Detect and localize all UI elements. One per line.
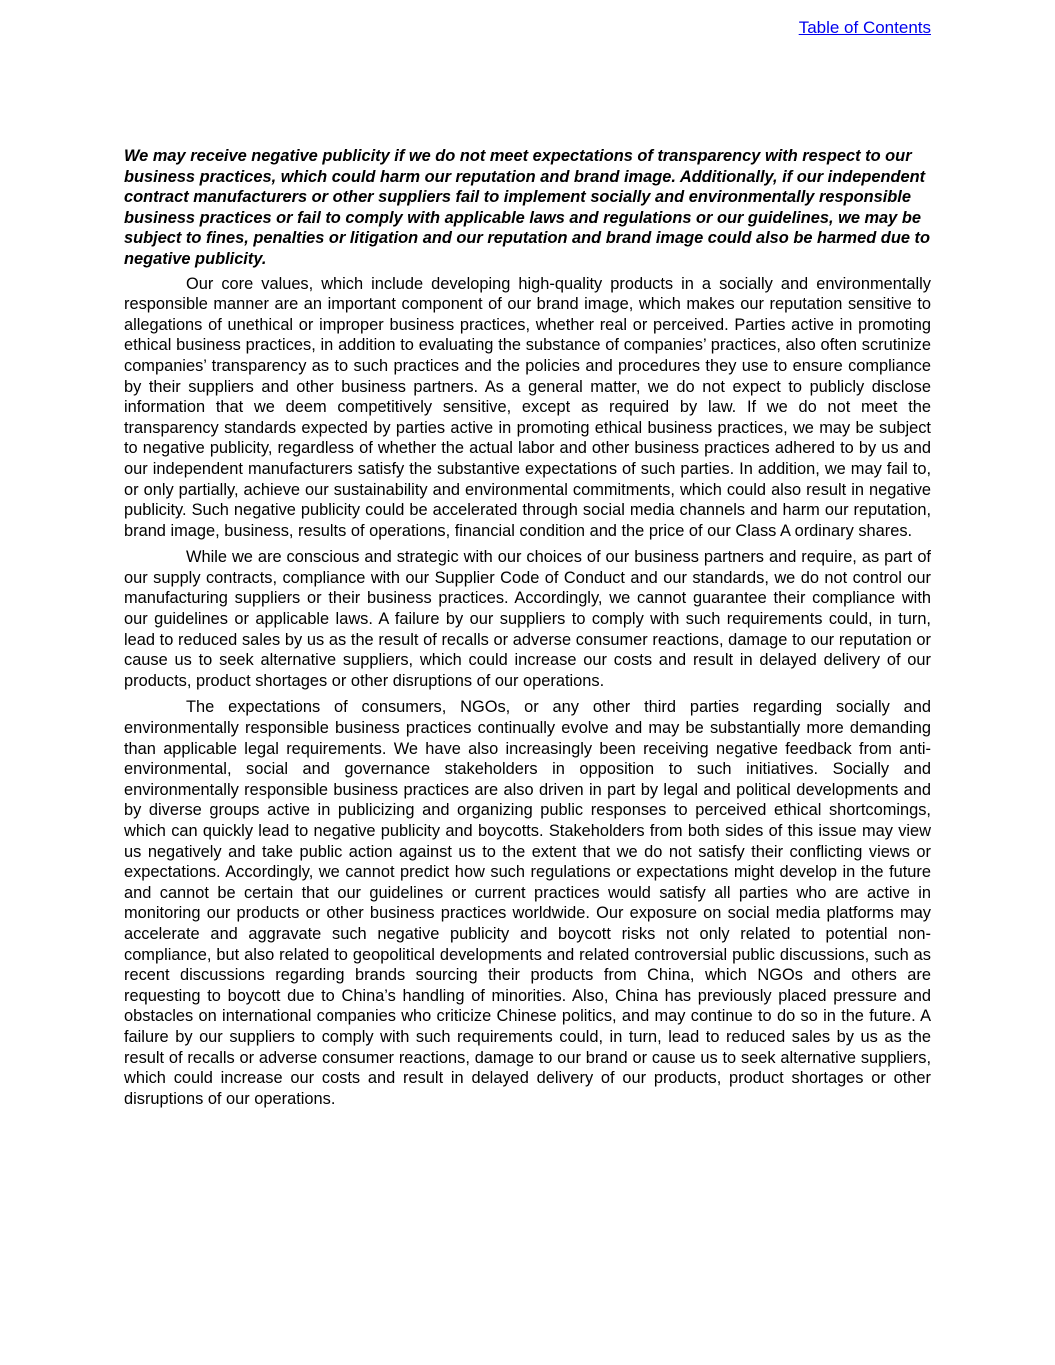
- paragraph-core-values: Our core values, which include developing high-quality products in a socially and environmentally responsible manner are an important component of our brand image, which makes our reputation sensitive to allegations of unethical or improper business practices, whether real or perceived. Parties active in promoting ethical business practices, in addition to evaluating the substance of companies’ practices, also often scrutinize companies’ transparency as to such practices and the policies and procedures they use to ensure compliance by their suppliers and other business partners. As a general matter, we do not expect to publicly disclose information that we deem competitively sensitive, except as required by law. If we do not meet the transparency standards expected by parties active in promoting ethical business practices, we may be subject to negative publicity, regardless of whether the actual labor and other business practices adhered to by us and our independent manufacturers satisfy the substantive expectations of such parties. In addition, we may fail to, or only partially, achieve our sustainability and environmental commitments, which could also result in negative publicity. Such negative publicity could be accelerated through social media channels and harm our reputation, brand image, business, results of operations, financial condition and the price of our Class A ordinary shares.: [124, 274, 931, 540]
- paragraph-stakeholder-expectations: The expectations of consumers, NGOs, or any other third parties regarding socially and environmentally responsible business practices continually evolve and may be substantially more demanding than applicable legal requirements. We have also increasingly been receiving negative feedback from anti-environmental, social and governance stakeholders in opposition to such initiatives. Socially and environmentally responsible business practices are also driven in part by legal and political developments and by diverse groups active in publicizing and organizing public responses to perceived ethical shortcomings, which can quickly lead to negative publicity and boycotts. Stakeholders from both sides of this issue may view us negatively and take public action against us to the extent that we do not satisfy their conflicting views or expectations. Accordingly, we cannot predict how such regulations or expectations might develop in the future and cannot be certain that our guidelines or current practices would satisfy all parties who are active in monitoring our products or other business practices worldwide. Our exposure on social media platforms may accelerate and aggravate such negative publicity and boycott risks not only related to potential non-compliance, but also related to geopolitical developments and related controversial public discussions, such as recent discussions regarding brands sourcing their products from China, which NGOs and others are requesting to boycott due to China’s handling of minorities. Also, China has previously placed pressure and obstacles on international companies who criticize Chinese politics, and may continue to do so in the future. A failure by our suppliers to comply with such requirements could, in turn, lead to reduced sales by us as the result of recalls or adverse consumer reactions, damage to our brand or cause us to seek alternative suppliers, which could increase our costs and result in delayed delivery of our products, product shortages or other disruptions of our operations.: [124, 698, 931, 1108]
- document-body: [124, 146, 931, 1115]
- table-of-contents-link[interactable]: Table of Contents: [798, 18, 931, 37]
- risk-factor-heading: We may receive negative publicity if we do not meet expectations of transparency with respect to our business practices, which could harm our reputation and brand image. Additionally, if our independent contract manufacturers or other suppliers fail to implement socially and environmentally responsible business practices or fail to comply with applicable laws and regulations or our guidelines, we may be subject to fines, penalties or litigation and our reputation and brand image could also be harmed due to negative publicity.: [124, 147, 930, 268]
- paragraph-supplier-compliance: While we are conscious and strategic with our choices of our business partners and require, as part of our supply contracts, compliance with our Supplier Code of Conduct and our standards, we do not control our manufacturing suppliers or their business practices. Accordingly, we cannot guarantee their compliance with our guidelines or applicable laws. A failure by our suppliers to comply with such requirements could, in turn, lead to reduced sales by us as the result of recalls or adverse consumer reactions, damage to our reputation or cause us to seek alternative suppliers, which could increase our costs and result in delayed delivery of our products, product shortages or other disruptions of our operations.: [124, 548, 931, 690]
